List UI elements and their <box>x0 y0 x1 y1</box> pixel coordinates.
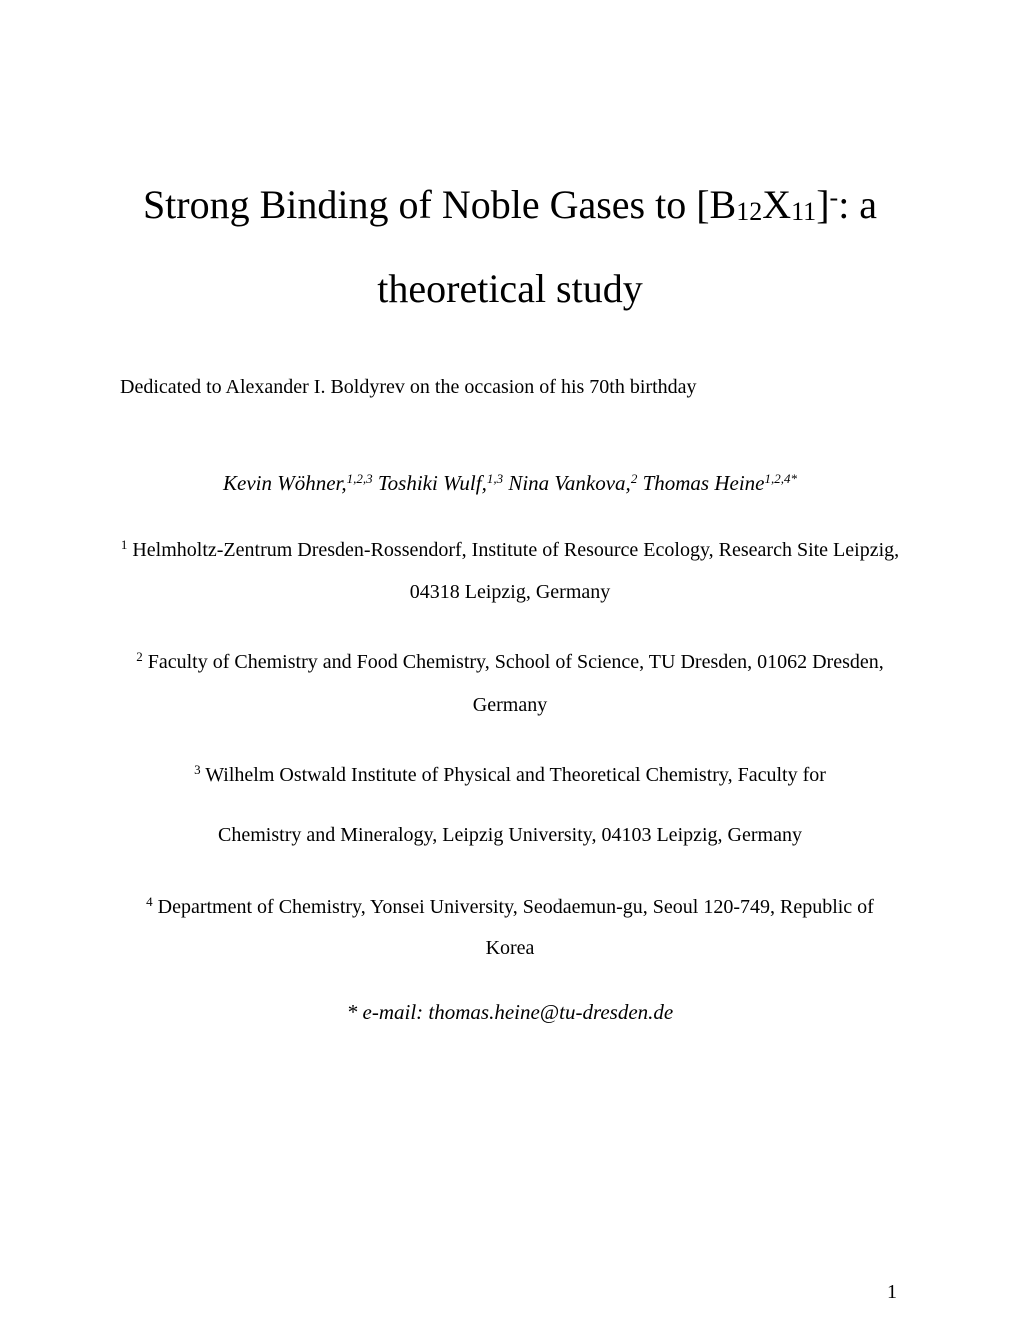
affiliation-text: Department of Chemistry, Yonsei University, Seodaemun-gu, Seoul 120-749, Republic of <box>152 896 874 918</box>
author-name: Kevin Wöhner, <box>223 471 347 495</box>
affiliation-number: 2 <box>136 649 143 664</box>
affiliation-1-line-1 <box>120 533 900 562</box>
author-affiliation-superscript: 2 <box>630 471 638 486</box>
author-list <box>120 466 900 496</box>
title-bracket: ] <box>816 182 830 227</box>
affiliation-2-line-2: Germany <box>472 694 548 716</box>
page-number: 1 <box>887 1281 897 1303</box>
affiliation-text: Wilhelm Ostwald Institute of Physical and Theoretical Chemistry, Faculty for <box>200 764 826 786</box>
author-name: Toshiki Wulf, <box>372 471 487 495</box>
dedication-text: Dedicated to Alexander I. Boldyrev on the occasion of his 70th birthday <box>120 376 697 398</box>
author-name: Nina Vankova, <box>503 471 631 495</box>
title-text-x: X <box>762 182 792 227</box>
title-text-post: : a <box>838 182 878 227</box>
affiliation-3-line-2: Chemistry and Mineralogy, Leipzig University, 04103 Leipzig, Germany <box>218 824 802 846</box>
affiliation-1-line-2: 04318 Leipzig, Germany <box>409 581 611 603</box>
paper-title-line-2: theoretical study <box>377 266 643 311</box>
affiliation-4-line-1 <box>120 890 900 919</box>
affiliation-number: 4 <box>146 894 153 909</box>
paper-title-line-1 <box>120 174 900 236</box>
title-subscript-11: 11 <box>791 197 817 226</box>
author-affiliation-superscript: 1,3 <box>486 471 504 486</box>
affiliation-3-line-1 <box>120 758 900 787</box>
affiliation-4-line-2: Korea <box>485 937 535 959</box>
affiliation-text: Faculty of Chemistry and Food Chemistry, School of Science, TU Dresden, 01062 Dresden, <box>142 651 884 673</box>
title-text-pre: Strong Binding of Noble Gases to [B <box>142 182 737 227</box>
title-subscript-12: 12 <box>736 197 763 226</box>
author-name: Thomas Heine <box>637 471 765 495</box>
corresponding-author-email: * e-mail: thomas.heine@tu-dresden.de <box>346 1000 674 1024</box>
affiliation-number: 3 <box>194 762 201 777</box>
title-superscript-minus: - <box>829 183 839 212</box>
affiliation-2-line-1 <box>120 645 900 674</box>
affiliation-text: Helmholtz-Zentrum Dresden-Rossendorf, Institute of Resource Ecology, Research Site Leipzig, <box>127 539 900 561</box>
affiliation-number: 1 <box>120 537 128 552</box>
author-affiliation-superscript: 1,2,3 <box>346 471 373 486</box>
author-affiliation-superscript: 1,2,4* <box>764 471 797 486</box>
